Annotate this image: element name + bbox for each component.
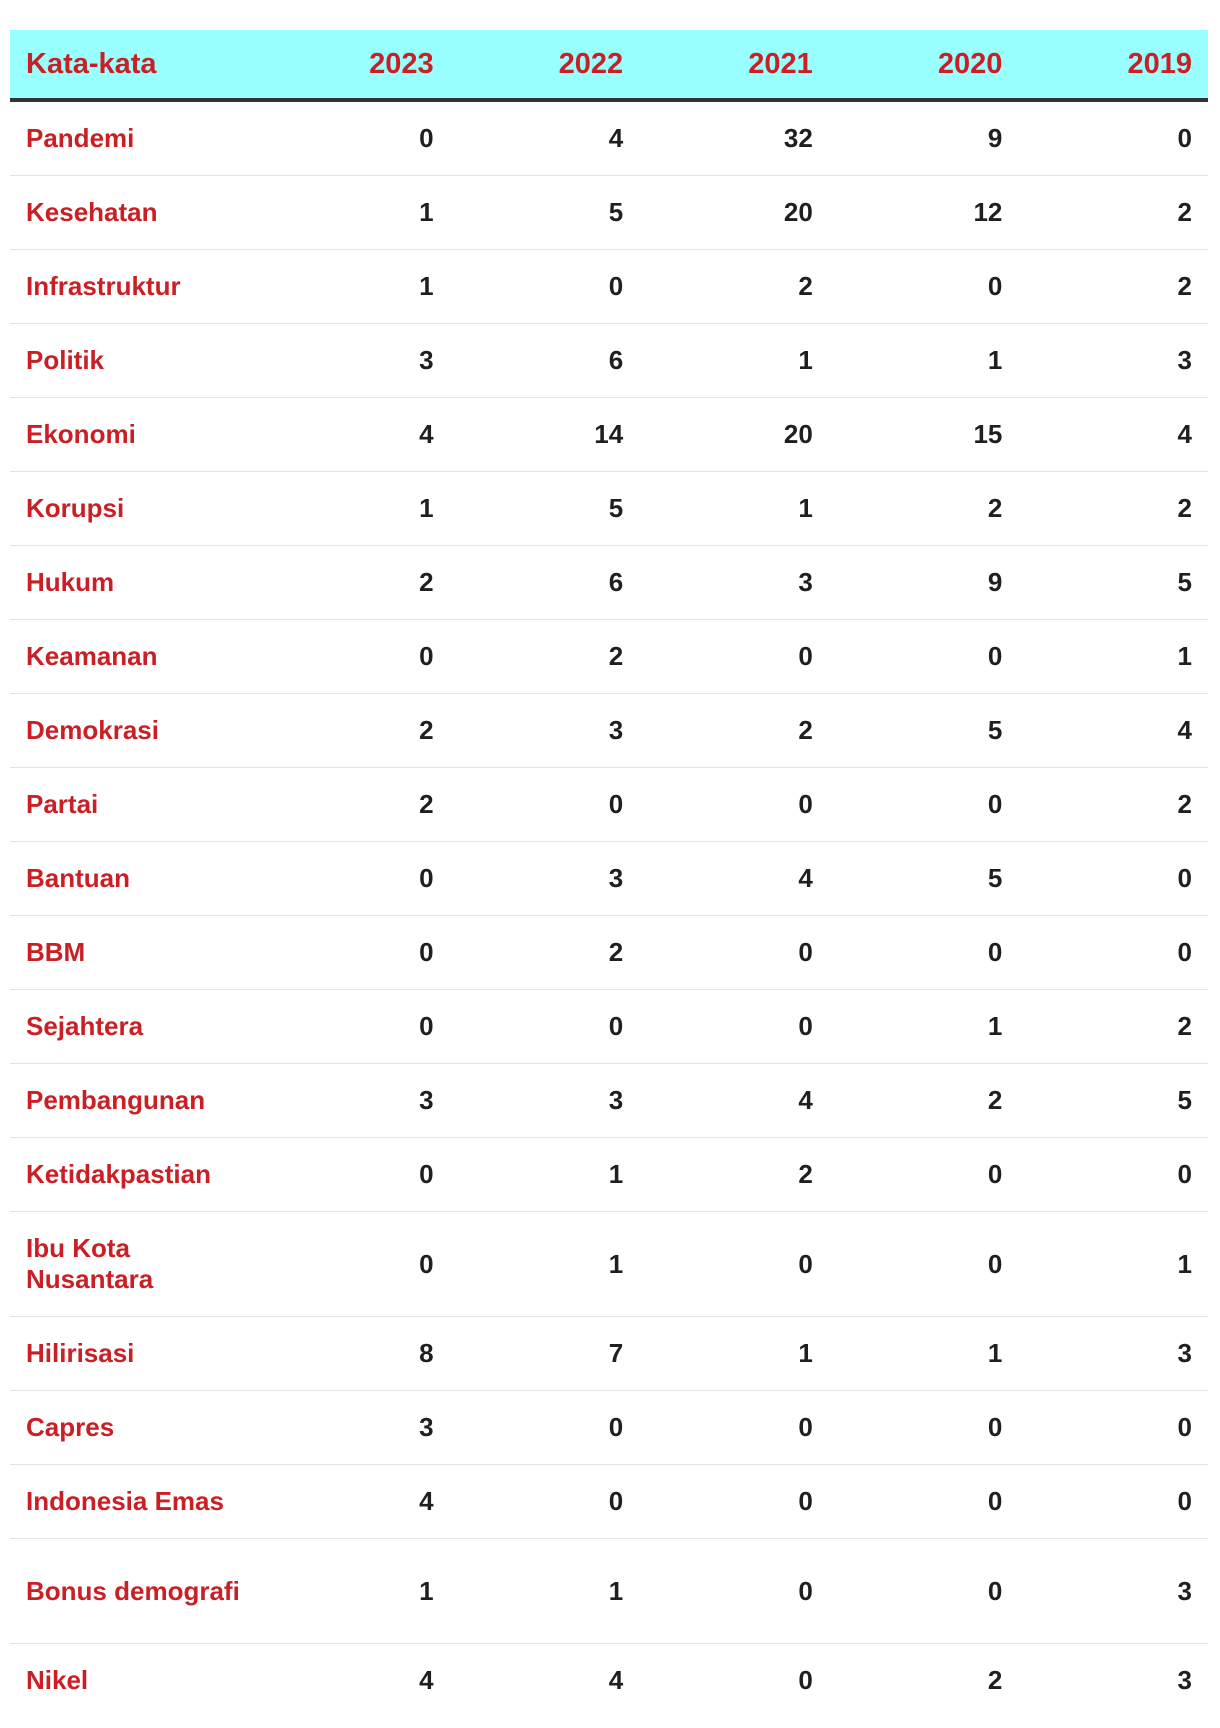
count-cell-2022: 2 [450, 620, 640, 694]
count-cell-2020: 5 [829, 694, 1019, 768]
count-cell-2020: 9 [829, 100, 1019, 176]
table-row [10, 250, 1208, 324]
table-row [10, 916, 1208, 990]
count-cell-2020: 0 [829, 768, 1019, 842]
count-cell-2019: 3 [1018, 1539, 1208, 1644]
count-cell-2019: 0 [1018, 100, 1208, 176]
count-cell-2021: 0 [639, 1539, 829, 1644]
count-cell-2023: 0 [260, 1138, 450, 1212]
count-cell-2022: 0 [450, 1465, 640, 1539]
keyword-cell: Korupsi [10, 472, 260, 546]
header-row [10, 30, 1208, 100]
count-cell-2019: 0 [1018, 1465, 1208, 1539]
table-row [10, 100, 1208, 176]
count-cell-2021: 32 [639, 100, 829, 176]
keyword-cell: Hukum [10, 546, 260, 620]
count-cell-2022: 1 [450, 1539, 640, 1644]
count-cell-2022: 14 [450, 398, 640, 472]
count-cell-2020: 0 [829, 620, 1019, 694]
count-cell-2022: 5 [450, 176, 640, 250]
keyword-frequency-table [10, 30, 1208, 1716]
count-cell-2020: 2 [829, 1064, 1019, 1138]
count-cell-2019: 4 [1018, 398, 1208, 472]
count-cell-2019: 5 [1018, 546, 1208, 620]
count-cell-2021: 0 [639, 620, 829, 694]
count-cell-2022: 3 [450, 1064, 640, 1138]
count-cell-2023: 3 [260, 1391, 450, 1465]
count-cell-2020: 9 [829, 546, 1019, 620]
keyword-cell: Capres [10, 1391, 260, 1465]
count-cell-2022: 3 [450, 694, 640, 768]
keyword-cell: Demokrasi [10, 694, 260, 768]
keyword-cell: Ekonomi [10, 398, 260, 472]
count-cell-2020: 0 [829, 1391, 1019, 1465]
count-cell-2019: 1 [1018, 620, 1208, 694]
count-cell-2019: 2 [1018, 768, 1208, 842]
keyword-cell: Pandemi [10, 100, 260, 176]
count-cell-2023: 1 [260, 250, 450, 324]
table-row [10, 1539, 1208, 1644]
keyword-cell: Politik [10, 324, 260, 398]
count-cell-2019: 0 [1018, 916, 1208, 990]
count-cell-2020: 1 [829, 990, 1019, 1064]
count-cell-2021: 4 [639, 842, 829, 916]
count-cell-2023: 1 [260, 472, 450, 546]
count-cell-2019: 0 [1018, 1138, 1208, 1212]
count-cell-2020: 2 [987, 1664, 1003, 1695]
keyword-cell: Ketidakpastian [10, 1138, 260, 1212]
count-cell-2021: 2 [639, 250, 829, 324]
count-cell-2023: 1 [260, 176, 450, 250]
table-header [10, 30, 1208, 100]
count-cell-2023: 0 [260, 990, 450, 1064]
table-row [10, 546, 1208, 620]
count-cell-2020: 0 [829, 1465, 1019, 1539]
table-row [10, 472, 1208, 546]
table-row [10, 1465, 1208, 1539]
count-cell-2019: 2 [1018, 176, 1208, 250]
table-row [10, 1391, 1208, 1465]
count-cell-2020: 0 [829, 916, 1019, 990]
count-cell-2021: 0 [639, 1391, 829, 1465]
table-row [10, 398, 1208, 472]
keyword-cell: Partai [10, 768, 260, 842]
count-cell-2021: 1 [639, 324, 829, 398]
table-row [10, 324, 1208, 398]
keyword-cell: Ibu Kota Nusantara [10, 1212, 260, 1317]
count-cell-2021: 0 [639, 768, 829, 842]
count-cell-2022: 3 [450, 842, 640, 916]
count-cell-2023: 0 [260, 620, 450, 694]
table-row [10, 990, 1208, 1064]
keyword-table-container [10, 30, 1208, 1716]
count-cell-2022: 2 [450, 916, 640, 990]
table-row [10, 1064, 1208, 1138]
table-row [10, 768, 1208, 842]
keyword-cell: Hilirisasi [10, 1317, 260, 1391]
count-cell-2019: 5 [1018, 1064, 1208, 1138]
count-cell-2019: 3 [1018, 1317, 1208, 1391]
count-cell-2021: 20 [639, 398, 829, 472]
count-cell-2020: 1 [829, 1317, 1019, 1391]
count-cell-2023: 0 [260, 1212, 450, 1317]
column-header-word[interactable]: Kata-kata [10, 30, 260, 100]
count-cell-2020: 15 [829, 398, 1019, 472]
count-cell-2021: 2 [639, 694, 829, 768]
count-cell-2021: 3 [639, 546, 829, 620]
count-cell-2020: 2 [829, 472, 1019, 546]
count-cell-2019: 0 [1018, 842, 1208, 916]
count-cell-2019: 3 [1177, 1664, 1192, 1695]
count-cell-2019: 3 [1018, 324, 1208, 398]
count-cell-2019: 0 [1018, 1391, 1208, 1465]
keyword-cell: Nikel [26, 1664, 89, 1695]
table-row [10, 842, 1208, 916]
count-cell-2022: 7 [450, 1317, 640, 1391]
table-row [10, 694, 1208, 768]
count-cell-2021: 1 [639, 472, 829, 546]
count-cell-2023: 2 [260, 694, 450, 768]
count-cell-2019: 2 [1018, 472, 1208, 546]
count-cell-2023: 4 [419, 1664, 434, 1695]
count-cell-2023: 8 [260, 1317, 450, 1391]
count-cell-2022: 1 [450, 1212, 640, 1317]
count-cell-2019: 2 [1018, 990, 1208, 1064]
count-cell-2019: 4 [1018, 694, 1208, 768]
keyword-cell: Infrastruktur [10, 250, 260, 324]
table-row [10, 176, 1208, 250]
count-cell-2022: 0 [450, 990, 640, 1064]
keyword-cell: BBM [10, 916, 260, 990]
keyword-cell: Indonesia Emas [10, 1465, 260, 1539]
count-cell-2019: 1 [1018, 1212, 1208, 1317]
keyword-cell: Keamanan [10, 620, 260, 694]
keyword-cell: Pembangunan [10, 1064, 260, 1138]
count-cell-2023: 3 [260, 324, 450, 398]
count-cell-2023: 2 [260, 546, 450, 620]
table-row [10, 1212, 1208, 1317]
column-header-year[interactable]: 2019 [1018, 30, 1208, 100]
count-cell-2022: 6 [450, 546, 640, 620]
count-cell-2021: 0 [639, 990, 829, 1064]
count-cell-2021: 0 [639, 1212, 829, 1317]
keyword-cell: Bonus demografi [10, 1539, 260, 1644]
table-row [10, 1317, 1208, 1391]
count-cell-2021: 4 [639, 1064, 829, 1138]
count-cell-2023: 1 [260, 1539, 450, 1644]
count-cell-2021: 0 [798, 1664, 813, 1695]
count-cell-2019: 2 [1018, 250, 1208, 324]
column-header-year[interactable]: 2023 [260, 30, 450, 100]
count-cell-2022: 0 [450, 250, 640, 324]
count-cell-2020: 0 [829, 1212, 1019, 1317]
count-cell-2021: 0 [639, 916, 829, 990]
column-header-year[interactable]: 2020 [829, 30, 1019, 100]
count-cell-2023: 0 [260, 842, 450, 916]
count-cell-2020: 1 [829, 324, 1019, 398]
count-cell-2023: 0 [260, 100, 450, 176]
count-cell-2020: 12 [829, 176, 1019, 250]
count-cell-2022: 0 [450, 1391, 640, 1465]
count-cell-2023: 4 [260, 398, 450, 472]
table-body [10, 100, 1208, 1716]
count-cell-2020: 0 [829, 250, 1019, 324]
count-cell-2022: 4 [450, 100, 640, 176]
count-cell-2023: 0 [260, 916, 450, 990]
count-cell-2023: 3 [260, 1064, 450, 1138]
keyword-cell: Kesehatan [10, 176, 260, 250]
table-row [10, 620, 1208, 694]
count-cell-2022: 4 [608, 1664, 624, 1695]
keyword-cell: Bantuan [10, 842, 260, 916]
count-cell-2022: 6 [450, 324, 640, 398]
column-header-year[interactable]: 2022 [450, 30, 640, 100]
column-header-year[interactable]: 2021 [639, 30, 829, 100]
count-cell-2020: 0 [829, 1138, 1019, 1212]
count-cell-2020: 0 [829, 1539, 1019, 1644]
count-cell-2023: 2 [260, 768, 450, 842]
count-cell-2020: 5 [829, 842, 1019, 916]
count-cell-2022: 5 [450, 472, 640, 546]
count-cell-2023: 4 [260, 1465, 450, 1539]
count-cell-2021: 1 [639, 1317, 829, 1391]
count-cell-2021: 0 [639, 1465, 829, 1539]
table-row [10, 1644, 1208, 1717]
keyword-cell: Sejahtera [10, 990, 260, 1064]
table-row [10, 1138, 1208, 1212]
count-cell-2021: 20 [639, 176, 829, 250]
count-cell-2022: 1 [450, 1138, 640, 1212]
count-cell-2022: 0 [450, 768, 640, 842]
count-cell-2021: 2 [639, 1138, 829, 1212]
